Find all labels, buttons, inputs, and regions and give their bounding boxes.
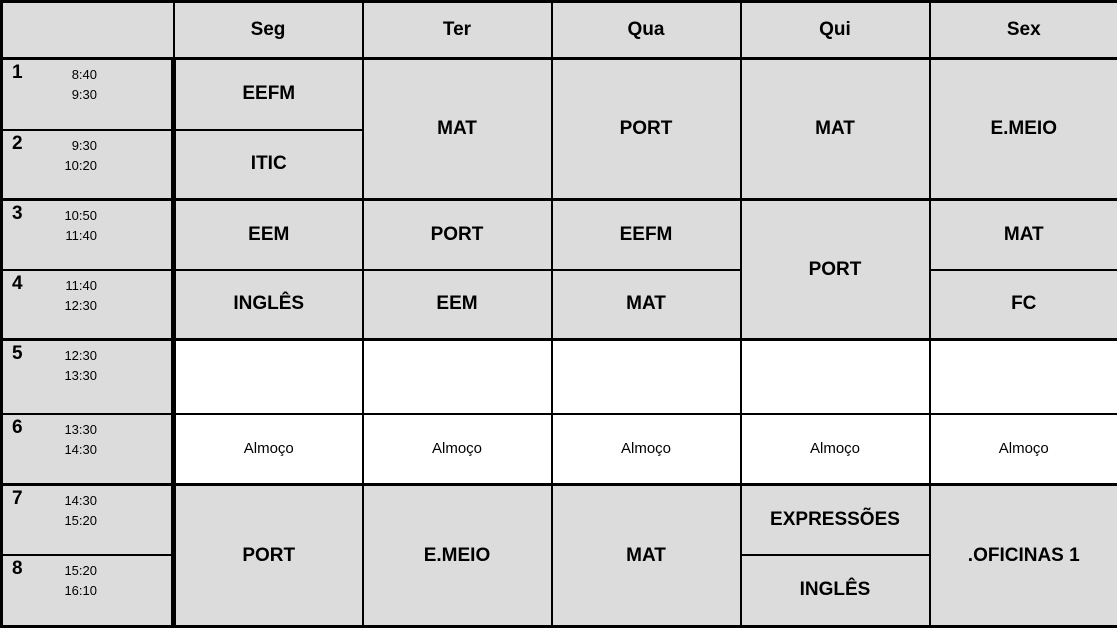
lunch-cell-qua: Almoço xyxy=(552,414,741,485)
period-number: 1 xyxy=(12,62,23,83)
end-time: 12:30 xyxy=(64,297,97,313)
subject-cell-qui-3-4: PORT xyxy=(741,200,930,340)
period-row-3 xyxy=(2,200,1117,270)
end-time: 9:30 xyxy=(71,87,97,103)
empty-cell-seg-5 xyxy=(174,340,363,414)
subject-cell-ter-7-8: E.MEIO xyxy=(363,485,552,627)
lunch-cell-sex: Almoço xyxy=(930,414,1117,485)
subject-cell-seg-2: ITIC xyxy=(174,130,363,200)
subject-cell-seg-4: INGLÊS xyxy=(174,270,363,340)
subject-cell-qua-4: MAT xyxy=(552,270,741,340)
period-cell-5 xyxy=(2,340,174,414)
period-number: 6 xyxy=(12,416,23,438)
end-time: 15:20 xyxy=(64,513,97,529)
subject-cell-qui-7: EXPRESSÕES xyxy=(741,485,930,555)
end-time: 11:40 xyxy=(65,228,97,244)
subject-cell-qua-3: EEFM xyxy=(552,200,741,270)
subject-cell-ter-1-2: MAT xyxy=(363,59,552,200)
start-time: 15:20 xyxy=(64,562,97,578)
subject-cell-sex-3: MAT xyxy=(930,200,1117,270)
day-header-seg: Seg xyxy=(174,2,363,59)
end-time: 14:30 xyxy=(64,441,97,457)
period-cell-7 xyxy=(2,485,174,555)
period-number: 7 xyxy=(12,488,23,509)
subject-cell-ter-4: EEM xyxy=(363,270,552,340)
start-time: 10:50 xyxy=(64,208,97,223)
period-number: 8 xyxy=(12,557,23,579)
period-times xyxy=(64,491,97,531)
period-times xyxy=(64,276,97,316)
subject-cell-seg-3: EEM xyxy=(174,200,363,270)
period-times xyxy=(64,561,97,601)
corner-cell xyxy=(2,2,174,59)
subject-cell-qui-1-2: MAT xyxy=(741,59,930,200)
period-number: 4 xyxy=(12,272,23,294)
start-time: 11:40 xyxy=(65,277,97,293)
period-times xyxy=(72,65,97,105)
end-time: 10:20 xyxy=(64,157,97,173)
period-cell-4 xyxy=(2,270,174,340)
period-row-6 xyxy=(2,414,1117,485)
empty-cell-ter-5 xyxy=(363,340,552,414)
empty-cell-sex-5 xyxy=(930,340,1117,414)
subject-cell-sex-4: FC xyxy=(930,270,1117,340)
subject-cell-seg-1: EEFM xyxy=(174,59,363,130)
period-times xyxy=(64,206,97,246)
period-cell-1 xyxy=(2,59,174,130)
period-cell-6 xyxy=(2,414,174,485)
header-row xyxy=(2,2,1117,59)
period-row-5 xyxy=(2,340,1117,414)
lunch-cell-qui: Almoço xyxy=(741,414,930,485)
period-row-4 xyxy=(2,270,1117,340)
period-cell-3 xyxy=(2,200,174,270)
start-time: 13:30 xyxy=(64,421,97,437)
subject-cell-ter-3: PORT xyxy=(363,200,552,270)
subject-cell-sex-7-8: .OFICINAS 1 xyxy=(930,485,1117,627)
subject-cell-qui-8: INGLÊS xyxy=(741,555,930,627)
period-times xyxy=(64,346,97,386)
period-row-7 xyxy=(2,485,1117,555)
period-number: 5 xyxy=(12,343,23,364)
start-time: 12:30 xyxy=(64,348,97,363)
start-time: 9:30 xyxy=(71,137,97,153)
start-time: 8:40 xyxy=(71,67,97,82)
subject-cell-seg-7-8: PORT xyxy=(174,485,363,627)
subject-cell-qua-7-8: MAT xyxy=(552,485,741,627)
period-times xyxy=(64,420,97,460)
empty-cell-qui-5 xyxy=(741,340,930,414)
subject-cell-qua-1-2: PORT xyxy=(552,59,741,200)
day-header-qui: Qui xyxy=(741,2,930,59)
period-times xyxy=(64,136,97,176)
empty-cell-qua-5 xyxy=(552,340,741,414)
end-time: 13:30 xyxy=(64,368,97,384)
day-header-sex: Sex xyxy=(930,2,1117,59)
period-cell-8 xyxy=(2,555,174,627)
period-number: 3 xyxy=(12,203,23,224)
lunch-cell-seg: Almoço xyxy=(174,414,363,485)
subject-cell-sex-1-2: E.MEIO xyxy=(930,59,1117,200)
start-time: 14:30 xyxy=(64,493,97,508)
period-number: 2 xyxy=(12,132,23,154)
day-header-ter: Ter xyxy=(363,2,552,59)
period-row-1 xyxy=(2,59,1117,130)
period-cell-2 xyxy=(2,130,174,200)
end-time: 16:10 xyxy=(64,582,97,598)
day-header-qua: Qua xyxy=(552,2,741,59)
lunch-cell-ter: Almoço xyxy=(363,414,552,485)
